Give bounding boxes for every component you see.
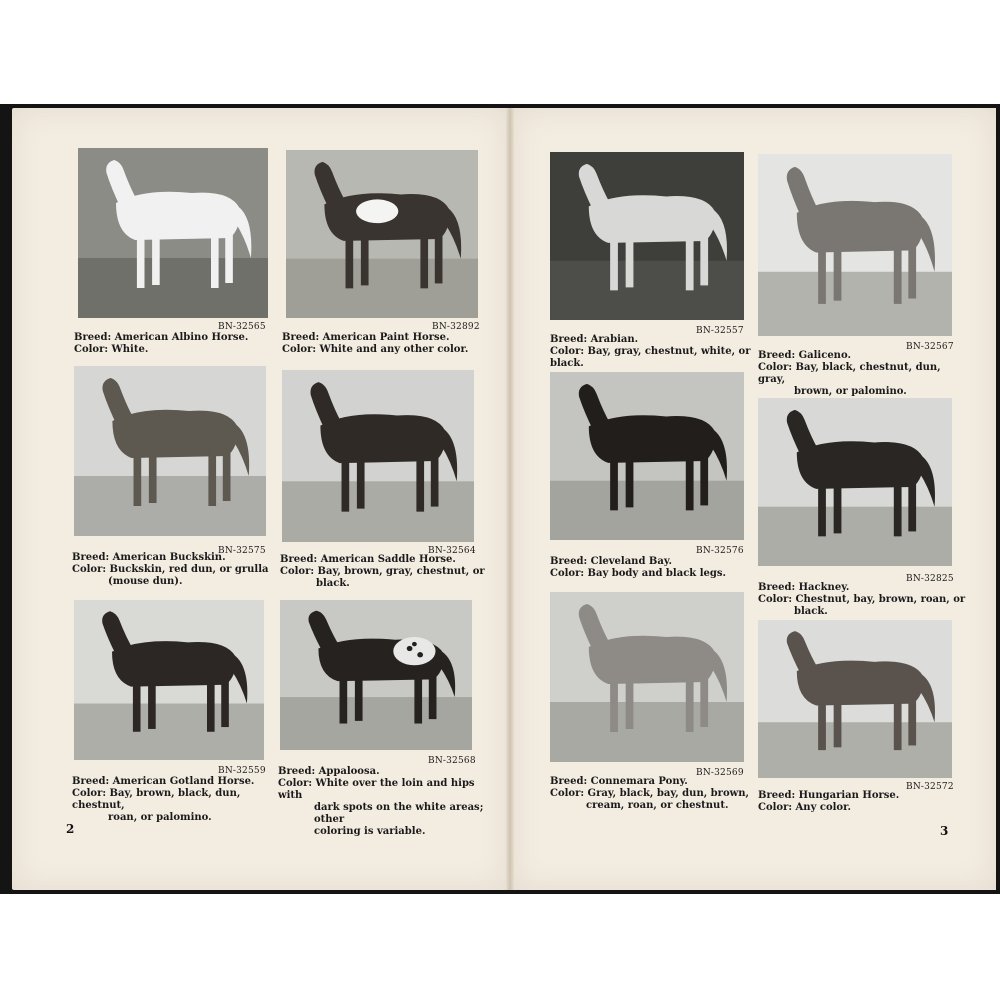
photo-id-label: BN-32892 <box>432 322 480 332</box>
breed-name: Breed: American Buckskin. <box>72 552 226 563</box>
horse-photo <box>74 366 266 536</box>
breed-caption <box>278 766 488 838</box>
horse-photo <box>78 148 268 318</box>
breed-name: Breed: American Saddle Horse. <box>280 554 456 565</box>
breed-name: Breed: Connemara Pony. <box>550 776 688 787</box>
breed-color-continued: cream, roan, or chestnut. <box>586 800 729 811</box>
breed-name: Breed: Arabian. <box>550 334 639 345</box>
photo-id-label: BN-32564 <box>428 546 476 556</box>
breed-color: Color: Gray, black, bay, dun, brown, <box>550 788 749 799</box>
page-number-right: 3 <box>940 824 949 838</box>
photo-id-label: BN-32557 <box>696 326 744 336</box>
horse-photo <box>758 398 952 566</box>
breed-color-continued: coloring is variable. <box>314 826 426 837</box>
breed-caption <box>280 554 490 590</box>
photo-id-label: BN-32568 <box>428 756 476 766</box>
breed-color: Color: Chestnut, bay, brown, roan, or <box>758 594 966 605</box>
book-gutter <box>506 108 514 890</box>
breed-name: Breed: Hungarian Horse. <box>758 790 900 801</box>
horse-photo <box>280 600 472 750</box>
breed-color-continued: (mouse dun). <box>108 576 183 587</box>
breed-caption <box>72 776 272 824</box>
breed-caption <box>550 334 760 370</box>
breed-caption <box>72 552 272 588</box>
breed-caption <box>550 556 760 580</box>
breed-color: Color: Any color. <box>758 802 851 813</box>
photo-id-label: BN-32567 <box>906 342 954 352</box>
photo-id-label: BN-32559 <box>218 766 266 776</box>
breed-color: Color: Bay, brown, black, dun, chestnut, <box>72 788 241 811</box>
horse-photo <box>286 150 478 318</box>
breed-color-continued: roan, or palomino. <box>108 812 212 823</box>
breed-color-continued: black. <box>794 606 828 617</box>
breed-caption <box>282 332 492 356</box>
horse-photo <box>758 154 952 336</box>
photo-id-label: BN-32569 <box>696 768 744 778</box>
breed-name: Breed: American Paint Horse. <box>282 332 450 343</box>
horse-photo <box>550 152 744 320</box>
horse-photo <box>550 372 744 540</box>
breed-name: Breed: American Albino Horse. <box>74 332 249 343</box>
breed-color: Color: White. <box>74 344 149 355</box>
breed-caption <box>74 332 274 356</box>
breed-color: Color: White and any other color. <box>282 344 469 355</box>
breed-color-continued: black. <box>316 578 350 589</box>
page-number-left: 2 <box>66 822 75 836</box>
photo-id-label: BN-32575 <box>218 546 266 556</box>
photo-id-label: BN-32565 <box>218 322 266 332</box>
breed-name: Breed: Hackney. <box>758 582 850 593</box>
breed-name: Breed: American Gotland Horse. <box>72 776 255 787</box>
breed-caption <box>758 582 968 618</box>
breed-color: Color: Bay, gray, chestnut, white, or black. <box>550 346 751 369</box>
breed-color: Color: Bay, brown, gray, chestnut, or <box>280 566 485 577</box>
horse-photo <box>550 592 744 762</box>
breed-name: Breed: Cleveland Bay. <box>550 556 673 567</box>
breed-caption <box>758 790 968 814</box>
breed-color: Color: White over the loin and hips with <box>278 778 475 801</box>
breed-caption <box>758 350 968 398</box>
breed-color-continued: brown, or palomino. <box>794 386 907 397</box>
breed-color: Color: Bay, black, chestnut, dun, gray, <box>758 362 941 385</box>
breed-name: Breed: Appaloosa. <box>278 766 380 777</box>
horse-photo <box>74 600 264 760</box>
breed-name: Breed: Galiceno. <box>758 350 851 361</box>
photo-id-label: BN-32572 <box>906 782 954 792</box>
breed-color: Color: Buckskin, red dun, or grulla <box>72 564 269 575</box>
photo-id-label: BN-32576 <box>696 546 744 556</box>
breed-color-continued: dark spots on the white areas; other <box>314 802 484 825</box>
breed-color: Color: Bay body and black legs. <box>550 568 726 579</box>
breed-caption <box>550 776 760 812</box>
horse-photo <box>758 620 952 778</box>
photo-id-label: BN-32825 <box>906 574 954 584</box>
horse-photo <box>282 370 474 542</box>
